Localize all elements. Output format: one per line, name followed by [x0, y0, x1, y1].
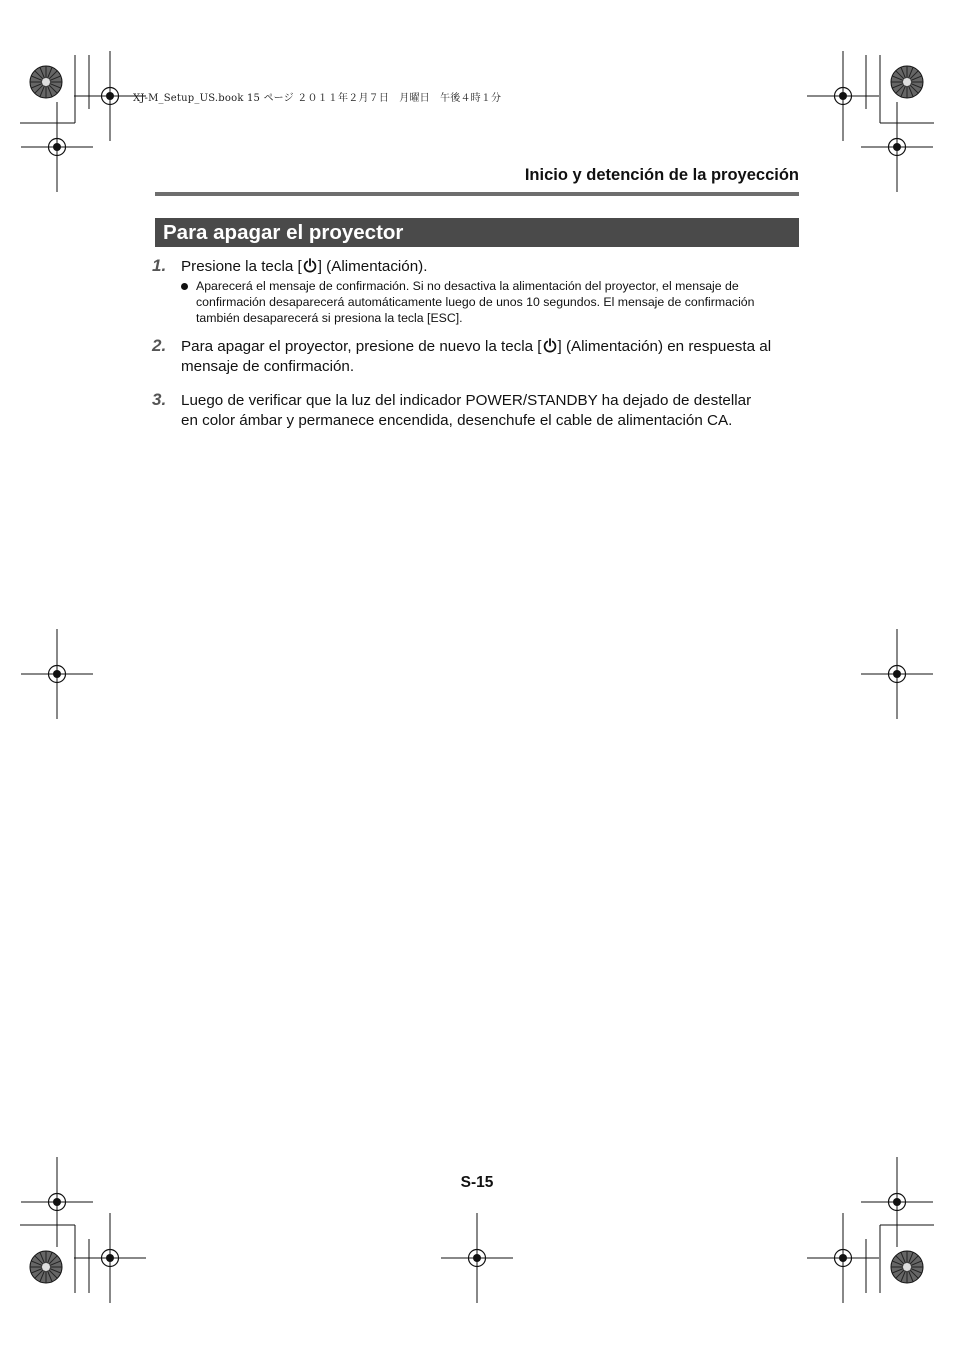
section-title: Para apagar el proyector — [155, 218, 799, 247]
color-target-icon — [30, 66, 923, 1283]
step-text — [181, 337, 772, 377]
page-number: S-15 — [460, 1174, 494, 1191]
step-text-before: Para apagar el proyector, presione de nuevo la tecla [ — [181, 338, 542, 355]
step-1 — [152, 257, 772, 326]
step-text — [181, 257, 772, 277]
step-text-after: ] (Alimentación) en respuesta al mensaje de confirmación. — [181, 338, 772, 375]
step-number: 3. — [152, 390, 167, 409]
power-icon — [303, 258, 317, 273]
power-icon — [543, 338, 557, 353]
step-text-after: ] (Alimentación). — [317, 258, 428, 275]
step-number: 1. — [152, 256, 167, 275]
step-text: Luego de verificar que la luz del indicador POWER/STANDBY ha dejado de destellar en color ámbar y permanece encendida, desenchufe el cable de alimentación CA. — [181, 392, 752, 429]
note-text: Aparecerá el mensaje de confirmación. Si no desactiva la alimentación del proyector, el mensaje de confirmación desaparecerá automáticamente luego de unos 10 segundos. El mensaje de confirmación también desaparecerá si presiona la tecla [ESC]. — [196, 279, 755, 325]
print-slug: XJ-M_Setup_US.book 15 ページ ２０１１年２月７日 月曜日 午後４時１分 — [133, 93, 502, 104]
bullet-dot — [181, 283, 188, 290]
header-rule — [155, 192, 799, 196]
running-header: Inicio y detención de la proyección — [524, 166, 799, 184]
step-2 — [152, 337, 772, 377]
step-number: 2. — [152, 336, 167, 355]
step-3 — [152, 391, 772, 431]
note-bullet — [181, 278, 801, 326]
step-text-before: Presione la tecla [ — [181, 258, 302, 275]
